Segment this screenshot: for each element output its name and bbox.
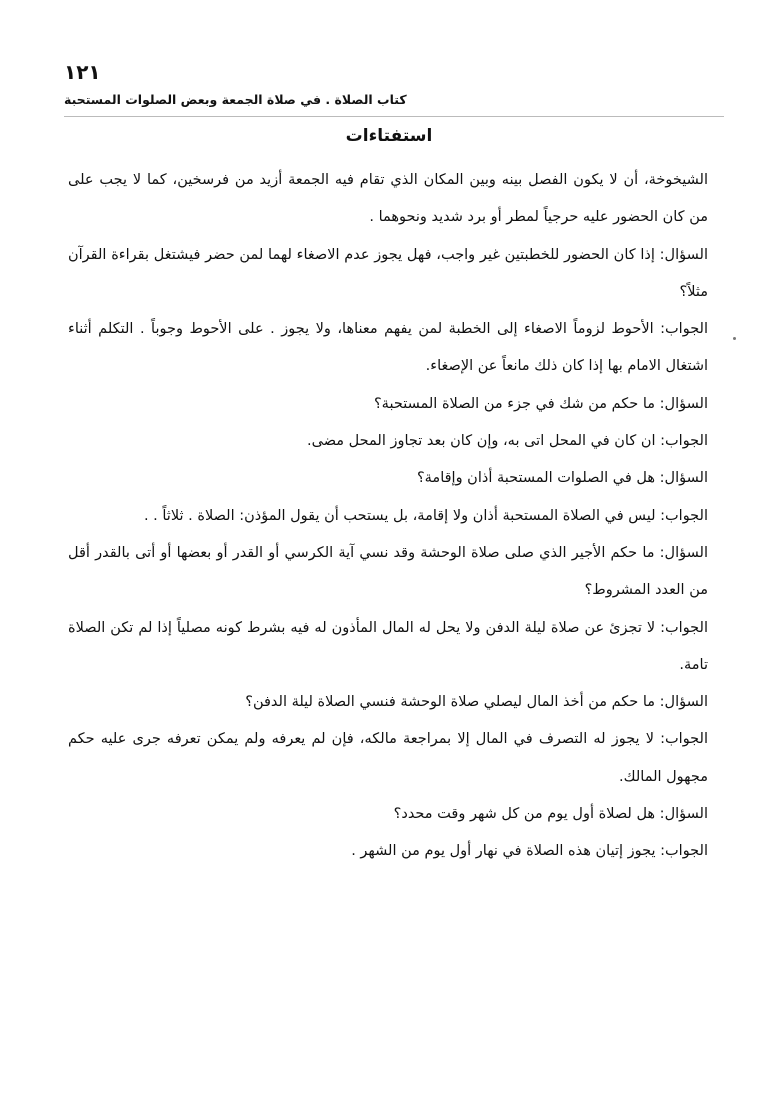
body-text	[68, 162, 708, 871]
paragraph-8: السؤال: ما حكم الأجير الذي صلى صلاة الوحشة وقد نسي آية الكرسي أو القدر أو بعضها أو أتى بالقدر أقل من العدد المشروط؟	[68, 544, 708, 599]
running-header: كتاب الصلاة . في صلاة الجمعة وبعض الصلوات المستحبة	[64, 92, 407, 107]
paragraph-11: الجواب: لا يجوز له التصرف في المال إلا بمراجعة مالكه، فإن لم يعرفه ولم يمكن تعرفه جرى عليه حكم مجهول المالك.	[68, 731, 708, 785]
section-title: استفتاءات	[345, 126, 433, 146]
paragraph-9: الجواب: لا تجزئ عن صلاة ليلة الدفن ولا يحل له المال المأذون له فيه بشرط كونه مصلياً إذا لم تكن الصلاة تامة.	[68, 619, 708, 673]
paragraph-2: السؤال: إذا كان الحضور للخطبتين غير واجب، فهل يجوز عدم الاصغاء لهما لمن حضر فيشتغل بقراءة القرآن مثلاً؟	[68, 246, 708, 300]
paragraph-4: السؤال: ما حكم من شك في جزء من الصلاة المستحبة؟	[373, 395, 708, 412]
paragraph-10: السؤال: ما حكم من أخذ المال ليصلي صلاة الوحشة فنسي الصلاة ليلة الدفن؟	[245, 694, 708, 711]
paragraph-5: الجواب: ان كان في المحل اتى به، وإن كان بعد تجاوز المحل مضى.	[307, 433, 708, 450]
margin-dot	[733, 337, 736, 340]
header-divider	[64, 116, 724, 117]
paragraph-13: الجواب: يجوز إتيان هذه الصلاة في نهار أول يوم من الشهر .	[351, 843, 708, 860]
page-number: ١٢١	[64, 60, 101, 84]
paragraph-7: الجواب: ليس في الصلاة المستحبة أذان ولا إقامة، بل يستحب أن يقول المؤذن: الصلاة . ثلاثاً . .	[143, 507, 708, 524]
paragraph-12: السؤال: هل لصلاة أول يوم من كل شهر وقت محدد؟	[393, 806, 708, 823]
paragraph-6: السؤال: هل في الصلوات المستحبة أذان وإقامة؟	[416, 470, 708, 487]
paragraph-1: الشيخوخة، أن لا يكون الفصل بينه وبين المكان الذي تقام فيه الجمعة أزيد من فرسخين، كما لا يجب على من كان الحضور عليه حرجياً لمطر أو برد شديد ونحوهما .	[68, 172, 708, 226]
paragraph-3: الجواب: الأحوط لزوماً الاصغاء إلى الخطبة لمن يفهم معناها، ولا يجوز . على الأحوط وجوباً . التكلم أثناء اشتغال الامام بها إذا كان ذلك مانعاً عن الإصغاء.	[68, 321, 708, 375]
